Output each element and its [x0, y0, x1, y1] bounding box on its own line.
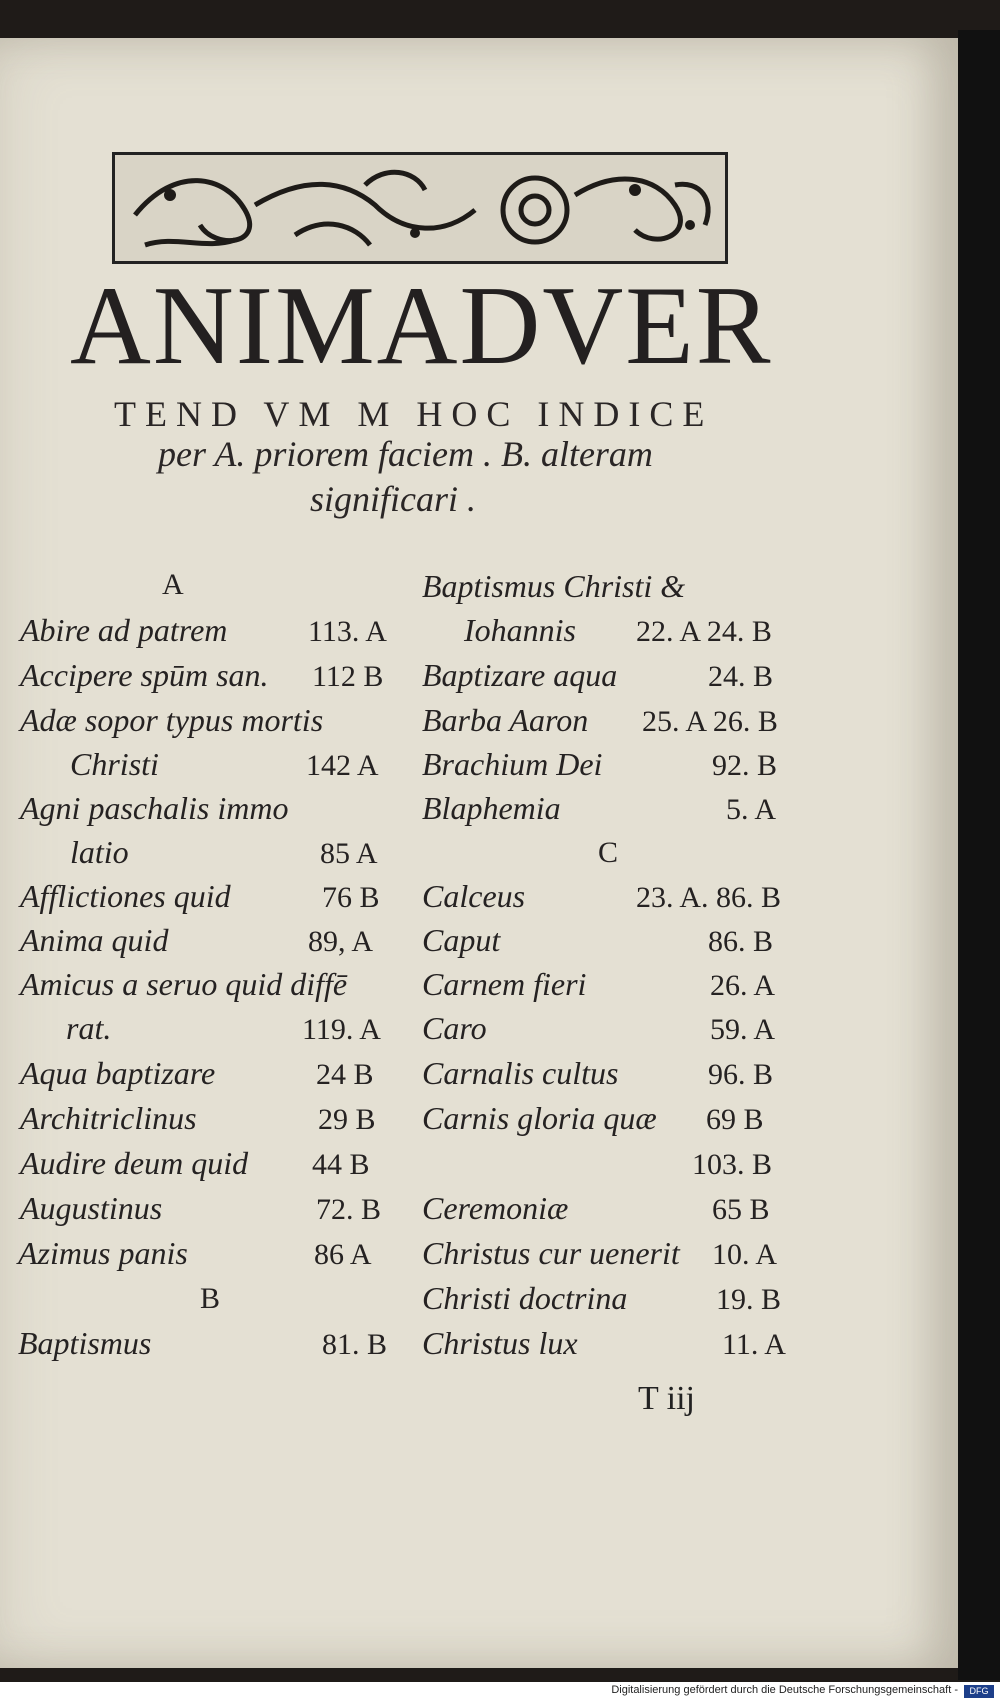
index-entry-text: Carnem fieri: [422, 966, 587, 1002]
index-entry-text: Christi doctrina: [422, 1280, 628, 1316]
index-entry-ref: 72. B: [316, 1193, 382, 1226]
index-entry-ref: 5. A: [726, 793, 777, 826]
index-entry-text: Christus cur uenerit: [422, 1235, 680, 1271]
index-entry-text: Carnis gloria quæ: [422, 1100, 657, 1136]
index-entry-text: Accipere spūm san.: [20, 657, 269, 693]
index-entry-text: Caput: [422, 922, 501, 958]
index-entry-ref: 29 B: [318, 1103, 376, 1136]
index-entry-ref: 113. A: [308, 615, 387, 648]
ornament-icon: [115, 155, 725, 261]
index-entry-ref: 142 A: [306, 749, 379, 782]
index-entry-text: Blaphemia: [422, 790, 561, 826]
index-entry-text: Iohannis: [464, 612, 576, 648]
index-entry-text: Brachium Dei: [422, 746, 603, 782]
dfg-logo-icon: DFG: [964, 1685, 994, 1698]
index-entry-text: Abire ad patrem: [20, 612, 228, 648]
index-entry-ref: 11. A: [722, 1328, 786, 1361]
index-entry-ref: 112 B: [312, 660, 384, 693]
index-entry-ref: 10. A: [712, 1238, 778, 1271]
index-entry-text: Architriclinus: [20, 1100, 197, 1136]
index-entry-text: Baptismus Christi &: [422, 568, 686, 604]
index-entry-ref: 44 B: [312, 1148, 370, 1181]
woodcut-ornament-headpiece: [112, 152, 728, 264]
index-entry-text: Ceremoniæ: [422, 1190, 569, 1226]
index-entry-ref: 59. A: [710, 1013, 776, 1046]
index-entry-text: Amicus a seruo quid diffē: [20, 966, 348, 1002]
index-entry-ref: 22. A 24. B: [636, 615, 772, 648]
index-entry-text: Carnalis cultus: [422, 1055, 619, 1091]
subtitle-line-1: TEND VM M HOC INDICE: [114, 394, 714, 434]
index-entry-text: Afflictiones quid: [20, 878, 231, 914]
footer-credit-text: Digitalisierung gefördert durch die Deutsche Forschungsgemeinschaft -: [611, 1684, 958, 1696]
index-entry-text: Augustinus: [20, 1190, 163, 1226]
subtitle-line-2: per A. priorem faciem . B. alteram: [158, 434, 653, 474]
index-entry-ref: 26. A: [710, 969, 776, 1002]
index-entry-ref: 24. B: [708, 660, 774, 693]
scan-edge: [958, 30, 1000, 1680]
index-entry-text: Aqua baptizare: [20, 1055, 216, 1091]
index-entry-ref: 92. B: [712, 749, 778, 782]
section-heading-c: C: [598, 836, 619, 869]
section-heading-a: A: [162, 568, 184, 601]
index-entry-ref: 89, A: [308, 925, 374, 958]
index-entry-text: Anima quid: [20, 922, 169, 958]
index-entry-text: Baptismus: [18, 1325, 152, 1361]
index-entry-text: Agni paschalis immo: [20, 790, 289, 826]
index-entry-ref: 103. B: [692, 1148, 773, 1181]
index-entry-ref: 86. B: [708, 925, 774, 958]
index-entry-text: Calceus: [422, 878, 526, 914]
index-entry-text: rat.: [66, 1010, 112, 1046]
index-entry-text: Christi: [70, 746, 159, 782]
index-entry-text: Audire deum quid: [20, 1145, 249, 1181]
index-entry-text: Adæ sopor typus mortis: [20, 702, 324, 738]
index-entry-ref: 81. B: [322, 1328, 388, 1361]
index-entry-ref: 119. A: [302, 1013, 381, 1046]
index-entry-ref: 96. B: [708, 1058, 774, 1091]
index-entry-ref: 19. B: [716, 1283, 782, 1316]
index-entry-ref: 65 B: [712, 1193, 770, 1226]
index-entry-ref: 85 A: [320, 837, 378, 870]
signature-mark: T iij: [638, 1380, 695, 1417]
index-entry-text: latio: [70, 834, 129, 870]
index-entry-ref: 24 B: [316, 1058, 374, 1091]
index-entry-text: Caro: [422, 1010, 487, 1046]
index-entry-text: Baptizare aqua: [422, 657, 618, 693]
index-entry-ref: 25. A 26. B: [642, 705, 778, 738]
index-entry-ref: 76 B: [322, 881, 380, 914]
subtitle-line-3: significari .: [310, 479, 477, 519]
index-entry-text: Christus lux: [422, 1325, 578, 1361]
index-entry-ref: 69 B: [706, 1103, 764, 1136]
index-entry-text: Azimus panis: [18, 1235, 188, 1271]
section-heading-b: B: [200, 1282, 221, 1315]
index-entry-ref: 86 A: [314, 1238, 372, 1271]
digitization-footer: [0, 1682, 1000, 1702]
index-entry-text: Barba Aaron: [422, 702, 589, 738]
page-title: ANIMADVER: [70, 264, 773, 388]
index-entry-ref: 23. A. 86. B: [636, 881, 782, 914]
